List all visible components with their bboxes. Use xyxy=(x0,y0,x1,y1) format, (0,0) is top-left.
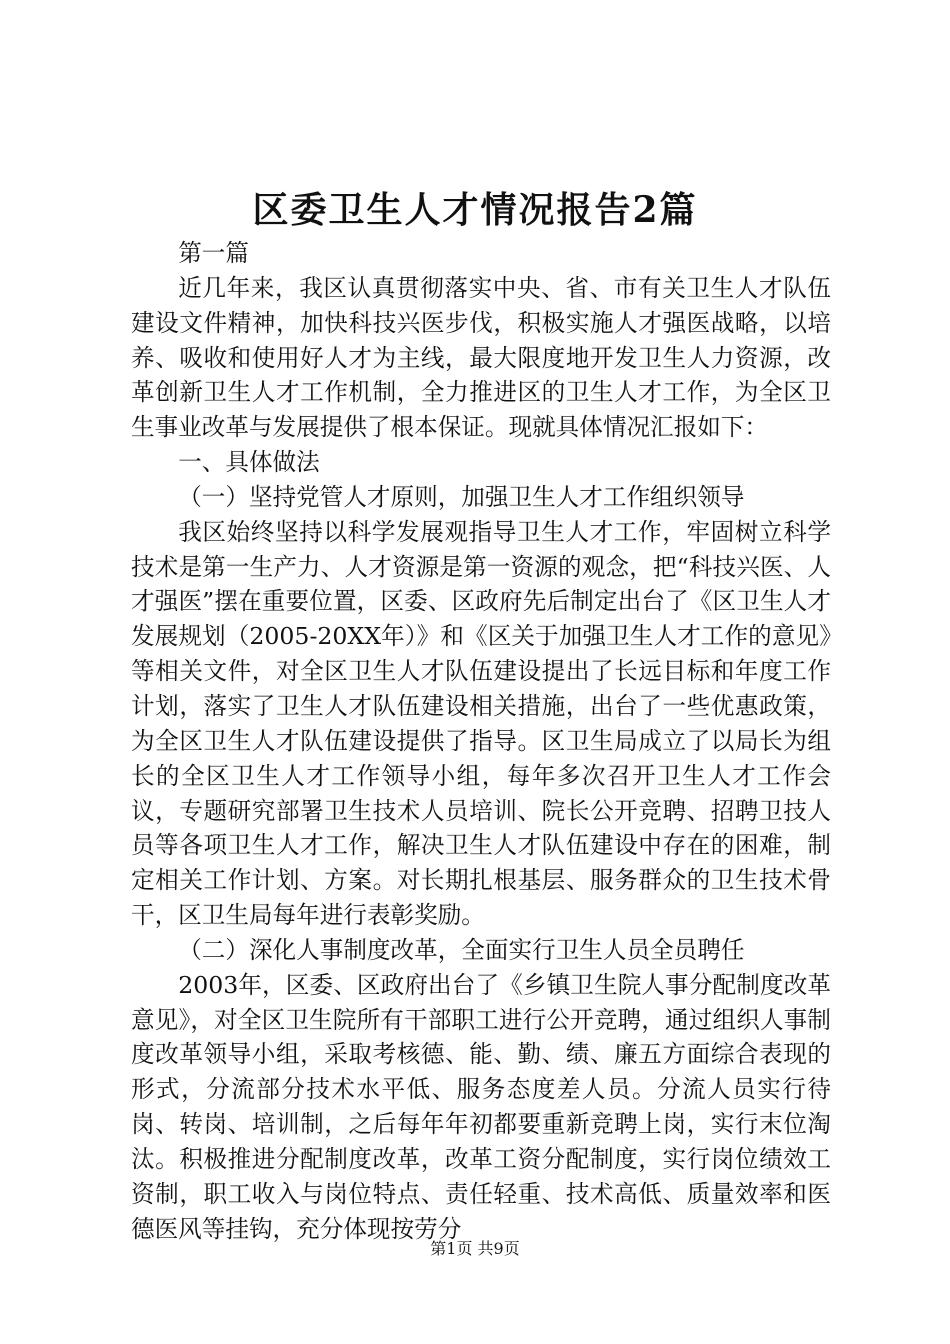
subsection-heading-personnel-reform: （二）深化人事制度改革，全面实行卫生人员全员聘任 xyxy=(178,935,745,964)
document-title: 区委卫生人才情况报告2篇 xyxy=(252,189,698,231)
personnel-reform-paragraph: 2003年，区委、区政府出台了《乡镇卫生院人事分配制度改革意见》，对全区卫生院所有干部职工进行公开竞聘，通过组织人事制度改革领导小组，采取考核德、能、勤、绩、廉五方面综合表现的形式，分流部分技术水平低、服务态度差人员。分流人员实行待岗、转岗、培训制，之后每年年初都要重新竞聘上岗，实行末位淘汰。积极推进分配制度改革，改革工资分配制度，实行岗位绩效工资制，职工收入与岗位特点、责任轻重、技术高低、质量效率和医德医风等挂钩，充分体现按劳分 xyxy=(131,970,831,1243)
section-heading-part-one: 第一篇 xyxy=(178,239,249,267)
intro-paragraph: 近几年来，我区认真贯彻落实中央、省、市有关卫生人才队伍建设文件精神，加快科技兴医步伐，积极实施人才强医战略，以培养、吸收和使用好人才为主线，最大限度地开发卫生人力资源，改革创新卫生人才工作机制，全力推进区的卫生人才工作，为全区卫生事业改革与发展提供了根本保证。现就具体情况汇报如下： xyxy=(131,273,831,442)
document-body xyxy=(131,236,831,1246)
subsection-heading-party-leadership: （一）坚持党管人才原则，加强卫生人才工作组织领导 xyxy=(178,482,745,511)
page-number-footer: 第1页 共9页 xyxy=(430,1239,520,1258)
section-heading-methods: 一、具体做法 xyxy=(178,448,320,477)
party-leadership-paragraph: 我区始终坚持以科学发展观指导卫生人才工作，牢固树立科学技术是第一生产力、人才资源是第一资源的观念，把“科技兴医、人才强医”摆在重要位置，区委、区政府先后制定出台了《区卫生人才发展规划（2005-20XX年）》和《区关于加强卫生人才工作的意见》等相关文件，对全区卫生人才队伍建设提出了长远目标和年度工作计划，落实了卫生人才队伍建设相关措施，出台了一些优惠政策，为全区卫生人才队伍建设提供了指导。区卫生局成立了以局长为组长的全区卫生人才工作领导小组，每年多次召开卫生人才工作会议，专题研究部署卫生技术人员培训、院长公开竞聘、招聘卫技人员等各项卫生人才工作，解决卫生人才队伍建设中存在的困难，制定相关工作计划、方案。对长期扎根基层、服务群众的卫生技术骨干，区卫生局每年进行表彰奖励。 xyxy=(131,517,831,930)
